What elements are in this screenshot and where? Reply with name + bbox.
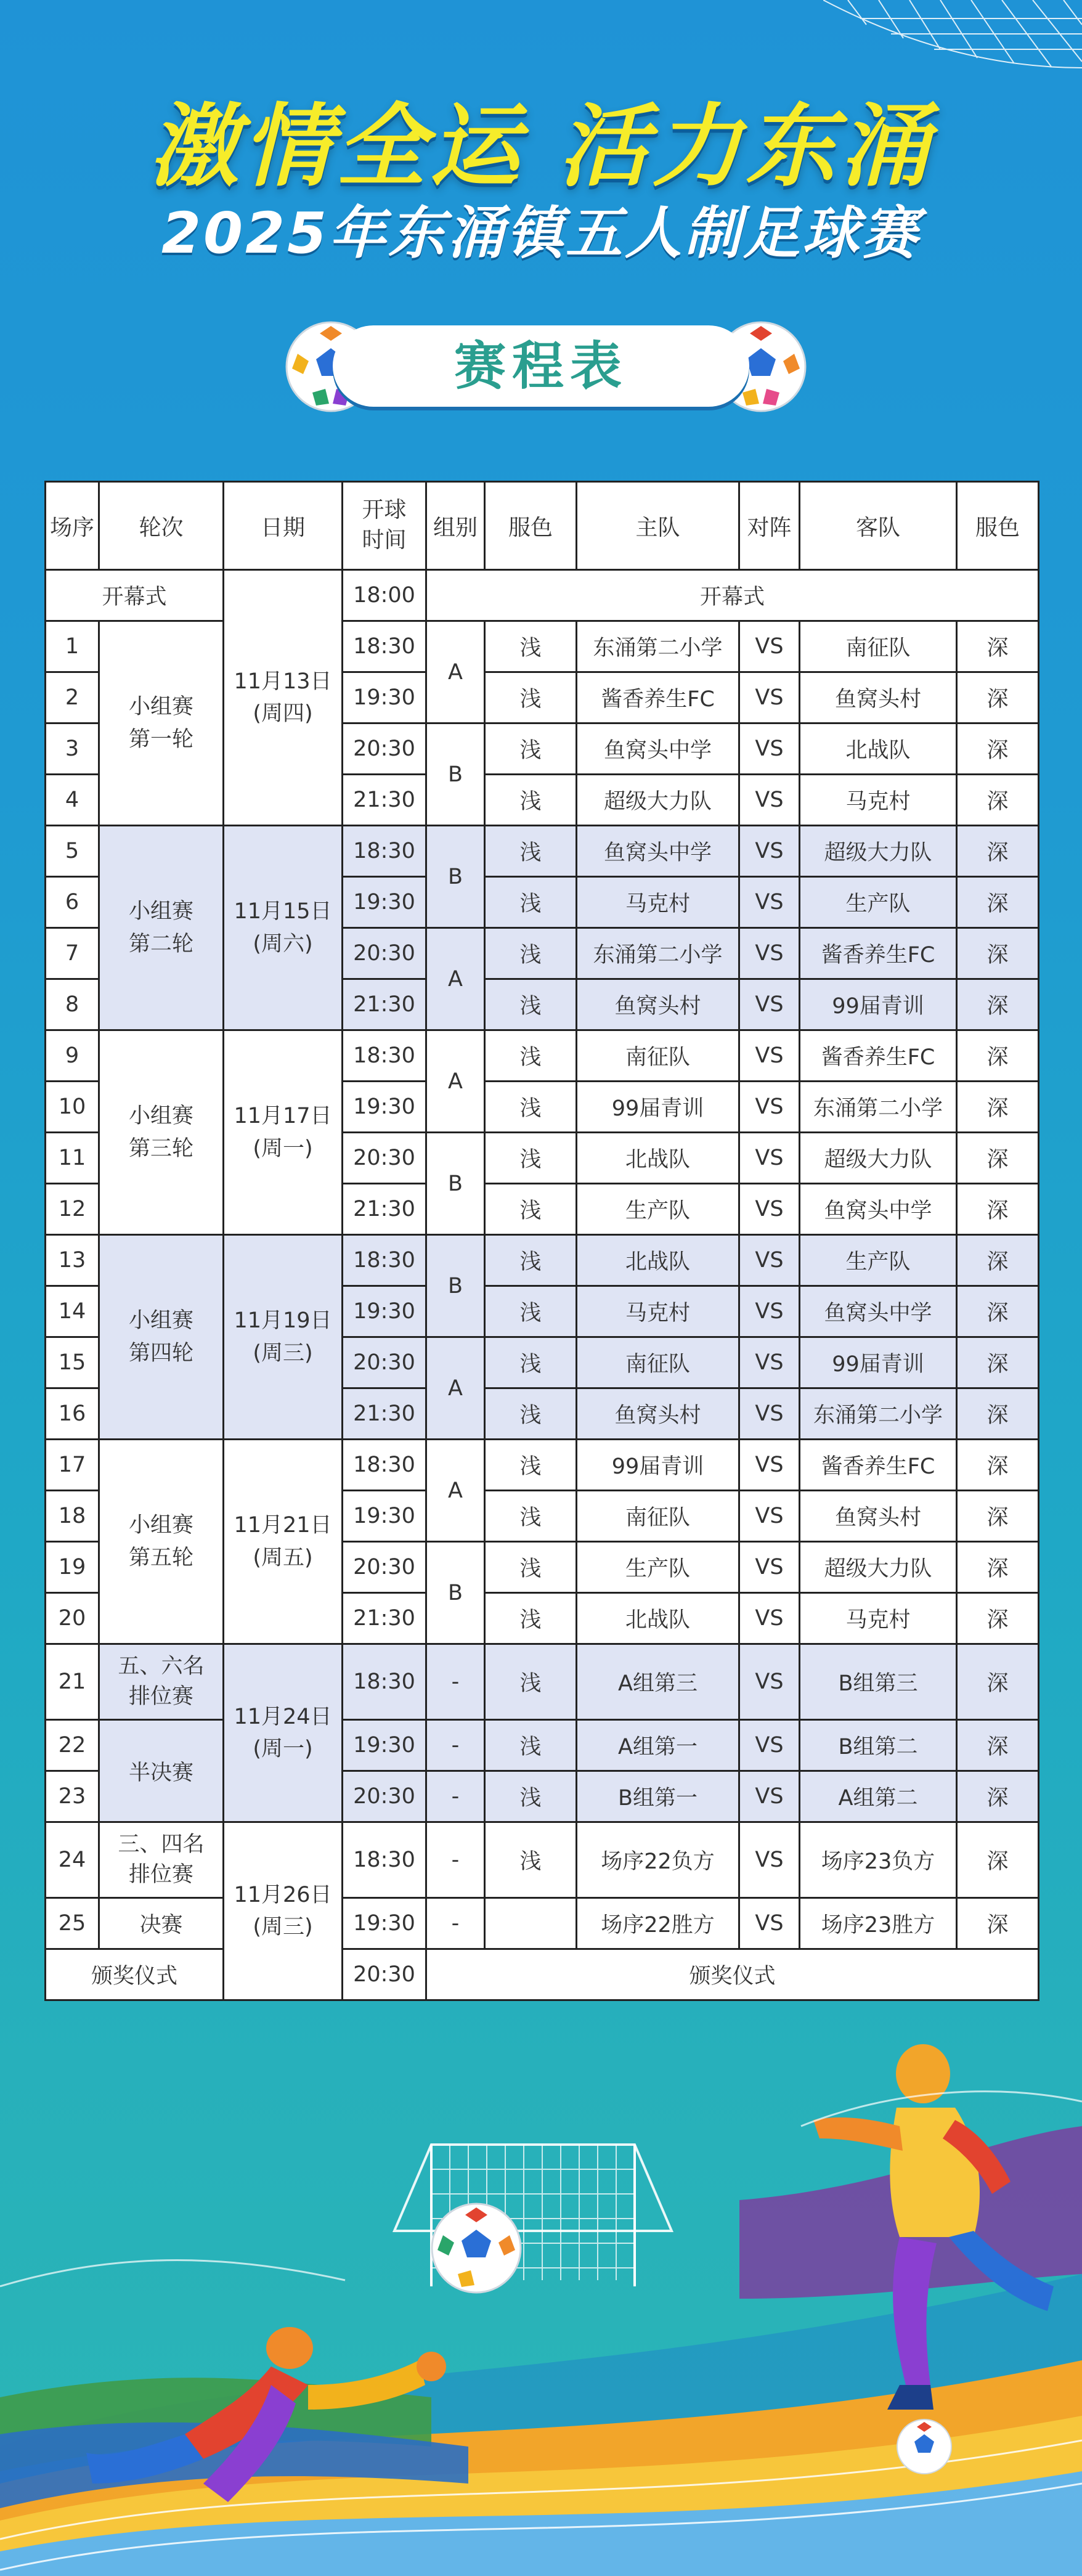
- match-no: 9: [46, 1030, 99, 1082]
- kickoff-time: 18:30: [343, 1440, 426, 1491]
- round-name: 小组赛第三轮: [99, 1030, 224, 1235]
- vs-label: VS: [739, 1030, 800, 1082]
- vs-label: VS: [739, 1822, 800, 1898]
- away-team: 生产队: [800, 877, 957, 928]
- round-date: 11月26日(周三): [224, 1822, 343, 2000]
- round-name: 半决赛: [99, 1720, 224, 1822]
- kickoff-time: 19:30: [343, 1491, 426, 1542]
- kickoff-time: 20:30: [343, 928, 426, 979]
- vs-label: VS: [739, 1771, 800, 1822]
- vs-label: VS: [739, 928, 800, 979]
- away-color: 深: [957, 1286, 1039, 1337]
- match-no: 19: [46, 1542, 99, 1593]
- table-row: [46, 1720, 1039, 1771]
- home-team: 北战队: [577, 1235, 739, 1286]
- vs-label: VS: [739, 1491, 800, 1542]
- away-color: 深: [957, 928, 1039, 979]
- away-team: 场序23负方: [800, 1822, 957, 1898]
- round-date: 11月17日(周一): [224, 1030, 343, 1235]
- away-team: 生产队: [800, 1235, 957, 1286]
- kickoff-time: 20:30: [343, 1542, 426, 1593]
- vs-label: VS: [739, 826, 800, 877]
- kickoff-time: 21:30: [343, 1388, 426, 1440]
- group-cell: B: [426, 1133, 485, 1235]
- match-no: 24: [46, 1822, 99, 1898]
- away-team: 南征队: [800, 621, 957, 672]
- home-color: 浅: [485, 877, 577, 928]
- vs-label: VS: [739, 723, 800, 775]
- vs-label: VS: [739, 1644, 800, 1720]
- home-color: 浅: [485, 672, 577, 723]
- kickoff-time: 18:30: [343, 621, 426, 672]
- vs-label: VS: [739, 1542, 800, 1593]
- match-no: 16: [46, 1388, 99, 1440]
- closing-time: 20:30: [343, 1949, 426, 2000]
- round-date: 11月24日(周一): [224, 1644, 343, 1822]
- away-color: 深: [957, 1771, 1039, 1822]
- away-color: 深: [957, 1388, 1039, 1440]
- kickoff-time: 20:30: [343, 723, 426, 775]
- home-color: 浅: [485, 1440, 577, 1491]
- round-name: 决赛: [99, 1898, 224, 1949]
- away-color: 深: [957, 1491, 1039, 1542]
- home-team: 生产队: [577, 1542, 739, 1593]
- col-header: 服色: [485, 482, 577, 570]
- vs-label: VS: [739, 979, 800, 1030]
- home-team: 99届青训: [577, 1082, 739, 1133]
- home-team: 超级大力队: [577, 775, 739, 826]
- home-team: 北战队: [577, 1133, 739, 1184]
- home-color: 浅: [485, 1030, 577, 1082]
- table-row: [46, 1440, 1039, 1491]
- kickoff-time: 21:30: [343, 775, 426, 826]
- away-team: A组第二: [800, 1771, 957, 1822]
- away-color: 深: [957, 979, 1039, 1030]
- away-color: 深: [957, 1030, 1039, 1082]
- match-no: 14: [46, 1286, 99, 1337]
- col-header: 服色: [957, 482, 1039, 570]
- home-color: [485, 1898, 577, 1949]
- sub-title: 2025年东涌镇五人制足球赛: [161, 200, 921, 266]
- round-name: 三、四名排位赛: [99, 1822, 224, 1898]
- away-team: 酱香养生FC: [800, 928, 957, 979]
- group-cell: B: [426, 723, 485, 826]
- home-team: A组第一: [577, 1720, 739, 1771]
- vs-label: VS: [739, 1440, 800, 1491]
- away-color: 深: [957, 1593, 1039, 1644]
- vs-label: VS: [739, 1388, 800, 1440]
- opening-label: 开幕式: [46, 570, 224, 621]
- home-color: 浅: [485, 1337, 577, 1388]
- group-cell: A: [426, 1337, 485, 1440]
- home-color: 浅: [485, 1542, 577, 1593]
- away-color: 深: [957, 1440, 1039, 1491]
- vs-label: VS: [739, 621, 800, 672]
- away-team: 酱香养生FC: [800, 1440, 957, 1491]
- group-cell: -: [426, 1898, 485, 1949]
- away-color: 深: [957, 1542, 1039, 1593]
- vs-label: VS: [739, 672, 800, 723]
- col-header: 主队: [577, 482, 739, 570]
- away-team: 鱼窝头村: [800, 672, 957, 723]
- group-cell: B: [426, 826, 485, 928]
- match-no: 20: [46, 1593, 99, 1644]
- home-team: 鱼窝头村: [577, 1388, 739, 1440]
- kickoff-time: 19:30: [343, 1082, 426, 1133]
- away-team: 场序23胜方: [800, 1898, 957, 1949]
- home-color: 浅: [485, 1822, 577, 1898]
- table-row: [46, 621, 1039, 672]
- match-no: 7: [46, 928, 99, 979]
- col-header: 对阵: [739, 482, 800, 570]
- main-title: 激情全运 活力东涌: [148, 94, 934, 199]
- bottom-illustration: [0, 2015, 1082, 2576]
- schedule-table-wrap: [44, 481, 1038, 2001]
- home-color: 浅: [485, 979, 577, 1030]
- vs-label: VS: [739, 1133, 800, 1184]
- match-no: 21: [46, 1644, 99, 1720]
- vs-label: VS: [739, 1720, 800, 1771]
- away-color: 深: [957, 826, 1039, 877]
- group-cell: -: [426, 1822, 485, 1898]
- kickoff-time: 19:30: [343, 1720, 426, 1771]
- match-no: 22: [46, 1720, 99, 1771]
- home-team: 南征队: [577, 1030, 739, 1082]
- home-team: 东涌第二小学: [577, 928, 739, 979]
- home-team: 北战队: [577, 1593, 739, 1644]
- away-team: 酱香养生FC: [800, 1030, 957, 1082]
- home-team: 酱香养生FC: [577, 672, 739, 723]
- net-decoration-icon: [823, 0, 1082, 74]
- away-color: 深: [957, 1082, 1039, 1133]
- away-color: 深: [957, 621, 1039, 672]
- vs-label: VS: [739, 1286, 800, 1337]
- home-color: 浅: [485, 928, 577, 979]
- vs-label: VS: [739, 1235, 800, 1286]
- home-color: 浅: [485, 1235, 577, 1286]
- table-row: [46, 1822, 1039, 1898]
- kickoff-time: 21:30: [343, 1184, 426, 1235]
- away-team: 鱼窝头中学: [800, 1184, 957, 1235]
- round-name: 小组赛第四轮: [99, 1235, 224, 1440]
- home-color: 浅: [485, 1388, 577, 1440]
- away-color: 深: [957, 877, 1039, 928]
- home-team: 马克村: [577, 877, 739, 928]
- home-team: A组第三: [577, 1644, 739, 1720]
- group-cell: A: [426, 928, 485, 1030]
- home-team: 马克村: [577, 1286, 739, 1337]
- away-team: 超级大力队: [800, 1133, 957, 1184]
- table-row: [46, 1898, 1039, 1949]
- kickoff-time: 19:30: [343, 1898, 426, 1949]
- away-color: 深: [957, 1822, 1039, 1898]
- away-color: 深: [957, 1337, 1039, 1388]
- home-color: 浅: [485, 1771, 577, 1822]
- round-date: 11月21日(周五): [224, 1440, 343, 1644]
- kickoff-time: 18:30: [343, 826, 426, 877]
- home-team: B组第一: [577, 1771, 739, 1822]
- vs-label: VS: [739, 1337, 800, 1388]
- match-no: 5: [46, 826, 99, 877]
- match-no: 3: [46, 723, 99, 775]
- home-color: 浅: [485, 826, 577, 877]
- home-color: 浅: [485, 1184, 577, 1235]
- home-color: 浅: [485, 1491, 577, 1542]
- away-color: 深: [957, 1644, 1039, 1720]
- away-color: 深: [957, 1133, 1039, 1184]
- home-team: 鱼窝头中学: [577, 826, 739, 877]
- away-color: 深: [957, 1235, 1039, 1286]
- kickoff-time: 19:30: [343, 1286, 426, 1337]
- away-team: 超级大力队: [800, 826, 957, 877]
- schedule-badge: 赛程表: [333, 325, 749, 407]
- col-header: [343, 482, 426, 570]
- home-team: 鱼窝头村: [577, 979, 739, 1030]
- match-no: 6: [46, 877, 99, 928]
- table-row: [46, 826, 1039, 877]
- match-no: 15: [46, 1337, 99, 1388]
- away-color: 深: [957, 1184, 1039, 1235]
- col-header-kickoff: 开球时间: [362, 497, 407, 553]
- opening-row: [46, 570, 1039, 621]
- col-header: 场序: [46, 482, 99, 570]
- away-team: 99届青训: [800, 1337, 957, 1388]
- match-no: 12: [46, 1184, 99, 1235]
- home-team: 99届青训: [577, 1440, 739, 1491]
- kickoff-time: 18:30: [343, 1822, 426, 1898]
- opening-desc: 开幕式: [426, 570, 1039, 621]
- away-team: 99届青训: [800, 979, 957, 1030]
- group-cell: -: [426, 1771, 485, 1822]
- group-cell: -: [426, 1644, 485, 1720]
- group-cell: -: [426, 1720, 485, 1771]
- vs-label: VS: [739, 1593, 800, 1644]
- home-team: 鱼窝头中学: [577, 723, 739, 775]
- home-team: 生产队: [577, 1184, 739, 1235]
- match-no: 23: [46, 1771, 99, 1822]
- home-color: 浅: [485, 1593, 577, 1644]
- kickoff-time: 20:30: [343, 1133, 426, 1184]
- round-name: 小组赛第二轮: [99, 826, 224, 1030]
- home-team: 南征队: [577, 1491, 739, 1542]
- away-team: B组第二: [800, 1720, 957, 1771]
- away-color: 深: [957, 1898, 1039, 1949]
- home-color: 浅: [485, 1082, 577, 1133]
- group-cell: B: [426, 1542, 485, 1644]
- home-team: 场序22负方: [577, 1822, 739, 1898]
- kickoff-time: 19:30: [343, 877, 426, 928]
- col-header: 组别: [426, 482, 485, 570]
- away-team: 鱼窝头村: [800, 1491, 957, 1542]
- soccer-ball-icon: [432, 2204, 521, 2293]
- col-header: 轮次: [99, 482, 224, 570]
- closing-label: 颁奖仪式: [46, 1949, 224, 2000]
- opening-time: 18:00: [343, 570, 426, 621]
- kickoff-time: 18:30: [343, 1030, 426, 1082]
- away-team: 超级大力队: [800, 1542, 957, 1593]
- round-date: 11月13日(周四): [224, 570, 343, 826]
- kickoff-time: 20:30: [343, 1771, 426, 1822]
- group-cell: A: [426, 1440, 485, 1542]
- match-no: 2: [46, 672, 99, 723]
- match-no: 17: [46, 1440, 99, 1491]
- away-team: 马克村: [800, 775, 957, 826]
- vs-label: VS: [739, 1082, 800, 1133]
- away-team: 马克村: [800, 1593, 957, 1644]
- home-team: 南征队: [577, 1337, 739, 1388]
- kickoff-time: 21:30: [343, 1593, 426, 1644]
- match-no: 4: [46, 775, 99, 826]
- vs-label: VS: [739, 1184, 800, 1235]
- away-color: 深: [957, 1720, 1039, 1771]
- home-color: 浅: [485, 723, 577, 775]
- group-cell: A: [426, 1030, 485, 1133]
- away-color: 深: [957, 723, 1039, 775]
- home-team: 东涌第二小学: [577, 621, 739, 672]
- away-team: 鱼窝头中学: [800, 1286, 957, 1337]
- away-team: 东涌第二小学: [800, 1082, 957, 1133]
- closing-row: [46, 1949, 1039, 2000]
- match-no: 25: [46, 1898, 99, 1949]
- table-row: [46, 1030, 1039, 1082]
- kickoff-time: 18:30: [343, 1644, 426, 1720]
- vs-label: VS: [739, 877, 800, 928]
- home-color: 浅: [485, 621, 577, 672]
- home-color: 浅: [485, 1644, 577, 1720]
- closing-desc: 颁奖仪式: [426, 1949, 1039, 2000]
- vs-label: VS: [739, 1898, 800, 1949]
- away-team: 北战队: [800, 723, 957, 775]
- round-name: 五、六名排位赛: [99, 1644, 224, 1720]
- match-no: 11: [46, 1133, 99, 1184]
- away-team: 东涌第二小学: [800, 1388, 957, 1440]
- schedule-table: [44, 481, 1039, 2001]
- kickoff-time: 21:30: [343, 979, 426, 1030]
- group-cell: A: [426, 621, 485, 723]
- match-no: 18: [46, 1491, 99, 1542]
- away-color: 深: [957, 672, 1039, 723]
- match-no: 1: [46, 621, 99, 672]
- kickoff-time: 18:30: [343, 1235, 426, 1286]
- round-name: 小组赛第一轮: [99, 621, 224, 826]
- table-header-row: [46, 482, 1039, 570]
- away-team: B组第三: [800, 1644, 957, 1720]
- group-cell: B: [426, 1235, 485, 1337]
- home-color: 浅: [485, 1286, 577, 1337]
- home-color: 浅: [485, 1133, 577, 1184]
- home-team: 场序22胜方: [577, 1898, 739, 1949]
- home-color: 浅: [485, 1720, 577, 1771]
- round-date: 11月19日(周三): [224, 1235, 343, 1440]
- table-row: [46, 1644, 1039, 1720]
- col-header: 日期: [224, 482, 343, 570]
- round-date: 11月15日(周六): [224, 826, 343, 1030]
- home-color: 浅: [485, 775, 577, 826]
- round-name: 小组赛第五轮: [99, 1440, 224, 1644]
- vs-label: VS: [739, 775, 800, 826]
- table-row: [46, 1235, 1039, 1286]
- kickoff-time: 20:30: [343, 1337, 426, 1388]
- match-no: 10: [46, 1082, 99, 1133]
- match-no: 8: [46, 979, 99, 1030]
- away-color: 深: [957, 775, 1039, 826]
- match-no: 13: [46, 1235, 99, 1286]
- kickoff-time: 19:30: [343, 672, 426, 723]
- col-header: 客队: [800, 482, 957, 570]
